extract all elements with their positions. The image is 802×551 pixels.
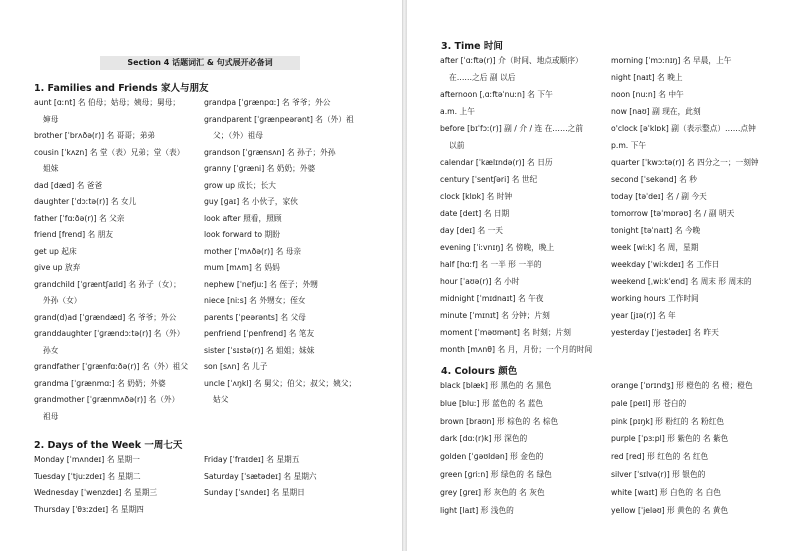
vocab-entry xyxy=(440,413,558,431)
entry-text: grandson [ˈɡrænsʌn] 名 孙子；外孙 xyxy=(204,147,336,157)
entry-continuation xyxy=(440,69,592,86)
entry-text: 在……之后 副 以后 xyxy=(449,73,516,82)
entry-text: grandparent [ˈɡrænpeərənt] 名（外）祖 xyxy=(204,114,354,124)
entry-text: grandpa [ˈɡrænpɑː] 名 爷爷；外公 xyxy=(204,98,331,107)
vocab-entry xyxy=(440,103,592,120)
entry-continuation xyxy=(34,343,188,360)
entry-text: weekday [ˈwiːkdeɪ] 名 工作日 xyxy=(611,260,720,269)
vocab-entry xyxy=(34,145,188,162)
vocab-entry xyxy=(611,52,759,69)
vocab-entry xyxy=(34,376,188,393)
entry-text: give up 放弃 xyxy=(34,263,81,272)
right-page xyxy=(407,0,802,551)
entry-text: Wednesday [ˈwenzdeɪ] 名 星期三 xyxy=(34,488,158,497)
vocab-entry xyxy=(611,430,753,448)
entry-text: look forward to 期盼 xyxy=(204,230,280,239)
vocab-entry xyxy=(34,95,188,112)
entry-continuation xyxy=(34,112,188,129)
entry-text: Friday [ˈfraɪdeɪ] 名 星期五 xyxy=(204,455,300,464)
vocab-entry xyxy=(204,161,356,178)
entry-text: light [laɪt] 形 浅色的 xyxy=(440,505,514,515)
families-col-2 xyxy=(204,95,356,409)
families-col-1 xyxy=(34,95,188,425)
vocab-entry xyxy=(204,326,356,343)
heading-colours: 4. Colours 颜色 xyxy=(441,366,518,377)
entry-text: Monday [ˈmʌndeɪ] 名 星期一 xyxy=(34,455,140,464)
entry-text: half [hɑːf] 名 一半 形 一半的 xyxy=(440,260,542,269)
vocab-entry xyxy=(34,277,188,294)
vocab-entry xyxy=(611,324,759,341)
entry-text: second [ˈsekənd] 名 秒 xyxy=(611,175,697,184)
entry-text: nephew [ˈnefjuː] 名 侄子；外甥 xyxy=(204,279,318,289)
entry-text: morning [ˈmɔːnɪŋ] 名 早晨，上午 xyxy=(611,56,732,65)
vocab-entry xyxy=(440,377,558,395)
vocab-entry xyxy=(611,448,753,466)
vocab-entry xyxy=(440,154,592,171)
entry-text: a.m. 上午 xyxy=(440,107,475,116)
entry-text: grow up 成长；长大 xyxy=(204,180,276,190)
vocab-entry xyxy=(204,485,317,502)
entry-text: hour [ˈaʊə(r)] 名 小时 xyxy=(440,277,520,286)
entry-text: working hours 工作时间 xyxy=(611,294,699,303)
entry-text: date [deɪt] 名 日期 xyxy=(440,209,510,218)
entry-text: day [deɪ] 名 一天 xyxy=(440,226,503,235)
vocab-entry xyxy=(204,452,317,469)
entry-text: yesterday [ˈjestədeɪ] 名 昨天 xyxy=(611,328,719,337)
entry-text: cousin [ˈkʌzn] 名 堂（表）兄弟；堂（表） xyxy=(34,147,185,157)
entry-text: look after 照看，照顾 xyxy=(204,213,282,223)
entry-text: brother [ˈbrʌðə(r)] 名 哥哥；弟弟 xyxy=(34,131,156,140)
vocab-entry xyxy=(611,171,759,188)
vocab-entry xyxy=(204,343,356,360)
vocab-entry xyxy=(204,244,356,261)
entry-text: calendar [ˈkælɪndə(r)] 名 日历 xyxy=(440,158,553,167)
entry-text: week [wiːk] 名 周，星期 xyxy=(611,243,699,252)
vocab-entry xyxy=(204,293,356,310)
entry-text: pale [peɪl] 形 苍白的 xyxy=(611,398,687,408)
entry-text: mother [ˈmʌðə(r)] 名 母亲 xyxy=(204,246,302,256)
entry-continuation xyxy=(204,128,356,145)
entry-text: pink [pɪŋk] 形 粉红的 名 粉红色 xyxy=(611,416,725,426)
entry-text: 婶母 xyxy=(43,114,59,124)
entry-text: o'clock [əˈklɒk] 副（表示整点）……点钟 xyxy=(611,124,756,133)
vocab-entry xyxy=(611,154,759,171)
entry-text: yellow [ˈjeləʊ] 形 黄色的 名 黄色 xyxy=(611,505,729,515)
entry-text: minute [ˈmɪnɪt] 名 分钟；片刻 xyxy=(440,311,550,320)
entry-continuation xyxy=(440,137,592,154)
vocab-entry xyxy=(34,452,157,469)
vocab-entry xyxy=(440,239,592,256)
vocab-entry xyxy=(204,227,356,244)
entry-text: 姐妹 xyxy=(43,164,59,173)
vocab-entry xyxy=(611,103,759,120)
entry-text: guy [ɡaɪ] 名 小伙子，家伙 xyxy=(204,197,298,206)
vocab-entry xyxy=(34,128,188,145)
entry-text: granddaughter [ˈɡrændɔːtə(r)] 名（外） xyxy=(34,329,185,338)
entry-text: silver [ˈsɪlvə(r)] 形 银色的 xyxy=(611,469,706,479)
colours-col-1 xyxy=(440,377,558,519)
entry-text: 以前 xyxy=(449,141,465,150)
entry-text: penfriend [ˈpenfrend] 名 笔友 xyxy=(204,329,315,338)
entry-text: century [ˈsentʃəri] 名 世纪 xyxy=(440,175,538,184)
entry-text: aunt [ɑːnt] 名 伯母；姑母；姨母；舅母； xyxy=(34,98,181,107)
vocab-entry xyxy=(440,256,592,273)
vocab-entry xyxy=(440,484,558,502)
entry-text: grandfather [ˈɡrænfɑːðə(r)] 名（外）祖父 xyxy=(34,362,189,371)
entry-text: weekend [ˌwiːkˈend] 名 周末 形 周末的 xyxy=(611,277,752,286)
vocab-entry xyxy=(204,178,356,195)
vocab-entry xyxy=(34,194,188,211)
entry-text: tonight [təˈnaɪt] 名 今晚 xyxy=(611,226,701,235)
vocab-entry xyxy=(611,377,753,395)
entry-text: parents [ˈpeərənts] 名 父母 xyxy=(204,312,306,322)
entry-text: dad [dæd] 名 爸爸 xyxy=(34,180,103,190)
entry-text: 外孙（女） xyxy=(43,296,82,305)
entry-text: Saturday [ˈsætədeɪ] 名 星期六 xyxy=(204,471,317,481)
vocab-entry xyxy=(34,359,188,376)
days-col-2 xyxy=(204,452,317,502)
vocab-entry xyxy=(204,112,356,129)
entry-text: year [jɪə(r)] 名 年 xyxy=(611,311,676,320)
entry-text: 姑父 xyxy=(213,395,229,404)
vocab-entry xyxy=(204,260,356,277)
vocab-entry xyxy=(611,222,759,239)
vocab-entry xyxy=(611,395,753,413)
entry-text: grey [ɡreɪ] 形 灰色的 名 灰色 xyxy=(440,487,545,497)
entry-text: tomorrow [təˈmɒrəʊ] 名 / 副 明天 xyxy=(611,209,735,218)
vocab-entry xyxy=(34,310,188,327)
vocab-entry xyxy=(440,120,592,137)
days-col-1 xyxy=(34,452,157,518)
entry-text: orange [ˈɒrɪndʒ] 形 橙色的 名 橙；橙色 xyxy=(611,381,753,390)
vocab-entry xyxy=(204,310,356,327)
vocab-entry xyxy=(204,95,356,112)
entry-text: green [ɡriːn] 形 绿色的 名 绿色 xyxy=(440,469,552,479)
entry-text: black [blæk] 形 黑色的 名 黑色 xyxy=(440,381,552,390)
vocab-entry xyxy=(204,277,356,294)
entry-text: grandma [ˈɡrænmɑː] 名 奶奶；外婆 xyxy=(34,378,166,388)
vocab-entry xyxy=(34,260,188,277)
vocab-entry xyxy=(440,324,592,341)
entry-text: mum [mʌm] 名 妈妈 xyxy=(204,263,280,272)
entry-text: moment [ˈməʊmənt] 名 时刻；片刻 xyxy=(440,328,571,337)
entry-text: grandmother [ˈɡrænmʌðə(r)] 名（外） xyxy=(34,395,180,404)
vocab-entry xyxy=(440,188,592,205)
entry-continuation xyxy=(34,409,188,426)
vocab-entry xyxy=(611,466,753,484)
vocab-entry xyxy=(440,430,558,448)
vocab-entry xyxy=(204,211,356,228)
colours-col-2 xyxy=(611,377,753,519)
vocab-entry xyxy=(440,466,558,484)
vocab-entry xyxy=(611,188,759,205)
entry-text: uncle [ˈʌŋkl] 名 舅父；伯父；叔父；姨父； xyxy=(204,378,357,388)
vocab-entry xyxy=(611,413,753,431)
vocab-entry xyxy=(440,52,592,69)
vocab-entry xyxy=(440,86,592,103)
vocab-entry xyxy=(204,359,356,376)
entry-text: daughter [ˈdɔːtə(r)] 名 女儿 xyxy=(34,197,137,206)
heading-time: 3. Time 时间 xyxy=(441,41,503,52)
entry-text: before [bɪˈfɔː(r)] 副 / 介 / 连 在……之前 xyxy=(440,124,584,133)
entry-text: month [mʌnθ] 名 月，月份；一个月的时间 xyxy=(440,345,593,354)
vocab-entry xyxy=(34,244,188,261)
entry-text: get up 起床 xyxy=(34,246,77,256)
entry-text: today [təˈdeɪ] 名 / 副 今天 xyxy=(611,192,707,201)
vocab-entry xyxy=(611,256,759,273)
vocab-entry xyxy=(611,69,759,86)
entry-text: friend [frend] 名 朋友 xyxy=(34,230,114,239)
entry-text: clock [klɒk] 名 时钟 xyxy=(440,192,513,201)
entry-continuation xyxy=(34,161,188,178)
vocab-entry xyxy=(204,145,356,162)
entry-text: 孙女 xyxy=(43,345,59,355)
vocab-entry xyxy=(440,205,592,222)
entry-text: Sunday [ˈsʌndeɪ] 名 星期日 xyxy=(204,488,305,497)
vocab-entry xyxy=(611,502,753,520)
entry-text: afternoon [ˌɑːftəˈnuːn] 名 下午 xyxy=(440,90,553,99)
vocab-entry xyxy=(204,376,356,393)
entry-text: dark [dɑː(r)k] 形 深色的 xyxy=(440,434,528,444)
vocab-entry xyxy=(611,307,759,324)
vocab-entry xyxy=(34,178,188,195)
entry-text: grand(d)ad [ˈɡrændæd] 名 爷爷；外公 xyxy=(34,312,177,322)
vocab-entry xyxy=(34,392,188,409)
entry-text: white [waɪt] 形 白色的 名 白色 xyxy=(611,487,721,497)
vocab-entry xyxy=(440,273,592,290)
vocab-entry xyxy=(611,137,759,154)
entry-text: father [ˈfɑːðə(r)] 名 父亲 xyxy=(34,213,125,223)
entry-text: after [ˈɑːftə(r)] 介（时间、地点或顺序） xyxy=(440,56,583,65)
vocab-entry xyxy=(440,448,558,466)
vocab-entry xyxy=(204,194,356,211)
vocab-entry xyxy=(611,205,759,222)
vocab-entry xyxy=(440,395,558,413)
vocab-entry xyxy=(440,307,592,324)
entry-text: sister [ˈsɪstə(r)] 名 姐姐；妹妹 xyxy=(204,345,315,355)
vocab-entry xyxy=(440,290,592,307)
entry-text: golden [ˈɡəʊldən] 形 金色的 xyxy=(440,452,544,462)
time-col-1 xyxy=(440,52,592,358)
entry-text: blue [bluː] 形 蓝色的 名 蓝色 xyxy=(440,398,544,408)
vocab-entry xyxy=(611,484,753,502)
entry-text: noon [nuːn] 名 中午 xyxy=(611,90,684,99)
entry-continuation xyxy=(204,392,356,409)
entry-text: Tuesday [ˈtjuːzdeɪ] 名 星期二 xyxy=(34,471,141,481)
entry-text: night [naɪt] 名 晚上 xyxy=(611,73,683,82)
entry-text: quarter [ˈkwɔːtə(r)] 名 四分之一；一刻钟 xyxy=(611,158,759,167)
heading-days-of-week: 2. Days of the Week 一周七天 xyxy=(34,440,183,451)
entry-text: son [sʌn] 名 儿子 xyxy=(204,362,268,371)
vocab-entry xyxy=(611,273,759,290)
vocab-entry xyxy=(440,171,592,188)
vocab-entry xyxy=(34,502,157,519)
heading-families-friends: 1. Families and Friends 家人与朋友 xyxy=(34,83,209,94)
entry-text: evening [ˈiːvnɪŋ] 名 傍晚，晚上 xyxy=(440,243,555,252)
entry-text: p.m. 下午 xyxy=(611,141,647,150)
time-col-2 xyxy=(611,52,759,341)
entry-text: midnight [ˈmɪdnaɪt] 名 午夜 xyxy=(440,294,544,303)
entry-text: niece [niːs] 名 外甥女；侄女 xyxy=(204,296,306,305)
entry-text: red [red] 形 红色的 名 红色 xyxy=(611,452,709,462)
vocab-entry xyxy=(34,469,157,486)
entry-text: 祖母 xyxy=(43,411,59,421)
vocab-entry xyxy=(440,502,558,520)
entry-text: 父；（外）祖母 xyxy=(213,131,263,140)
section-title: Section 4 话题词汇 & 句式展开必备词 xyxy=(100,56,300,70)
vocab-entry xyxy=(440,222,592,239)
entry-text: purple [ˈpɜːpl] 形 紫色的 名 紫色 xyxy=(611,434,729,444)
vocab-entry xyxy=(611,290,759,307)
vocab-entry xyxy=(611,86,759,103)
vocab-entry xyxy=(34,211,188,228)
vocab-entry xyxy=(34,227,188,244)
vocab-entry xyxy=(611,120,759,137)
vocab-entry xyxy=(611,239,759,256)
entry-text: Thursday [ˈθɜːzdeɪ] 名 星期四 xyxy=(34,504,144,514)
entry-text: now [naʊ] 副 现在，此刻 xyxy=(611,107,701,116)
entry-text: granny [ˈɡræni] 名 奶奶；外婆 xyxy=(204,164,316,173)
vocab-entry xyxy=(34,326,188,343)
vocab-entry xyxy=(34,485,157,502)
entry-text: grandchild [ˈɡræntʃaɪld] 名 孙子（女）； xyxy=(34,279,181,289)
vocab-entry xyxy=(440,341,592,358)
entry-text: brown [braʊn] 形 棕色的 名 棕色 xyxy=(440,416,559,426)
vocab-entry xyxy=(204,469,317,486)
entry-continuation xyxy=(34,293,188,310)
